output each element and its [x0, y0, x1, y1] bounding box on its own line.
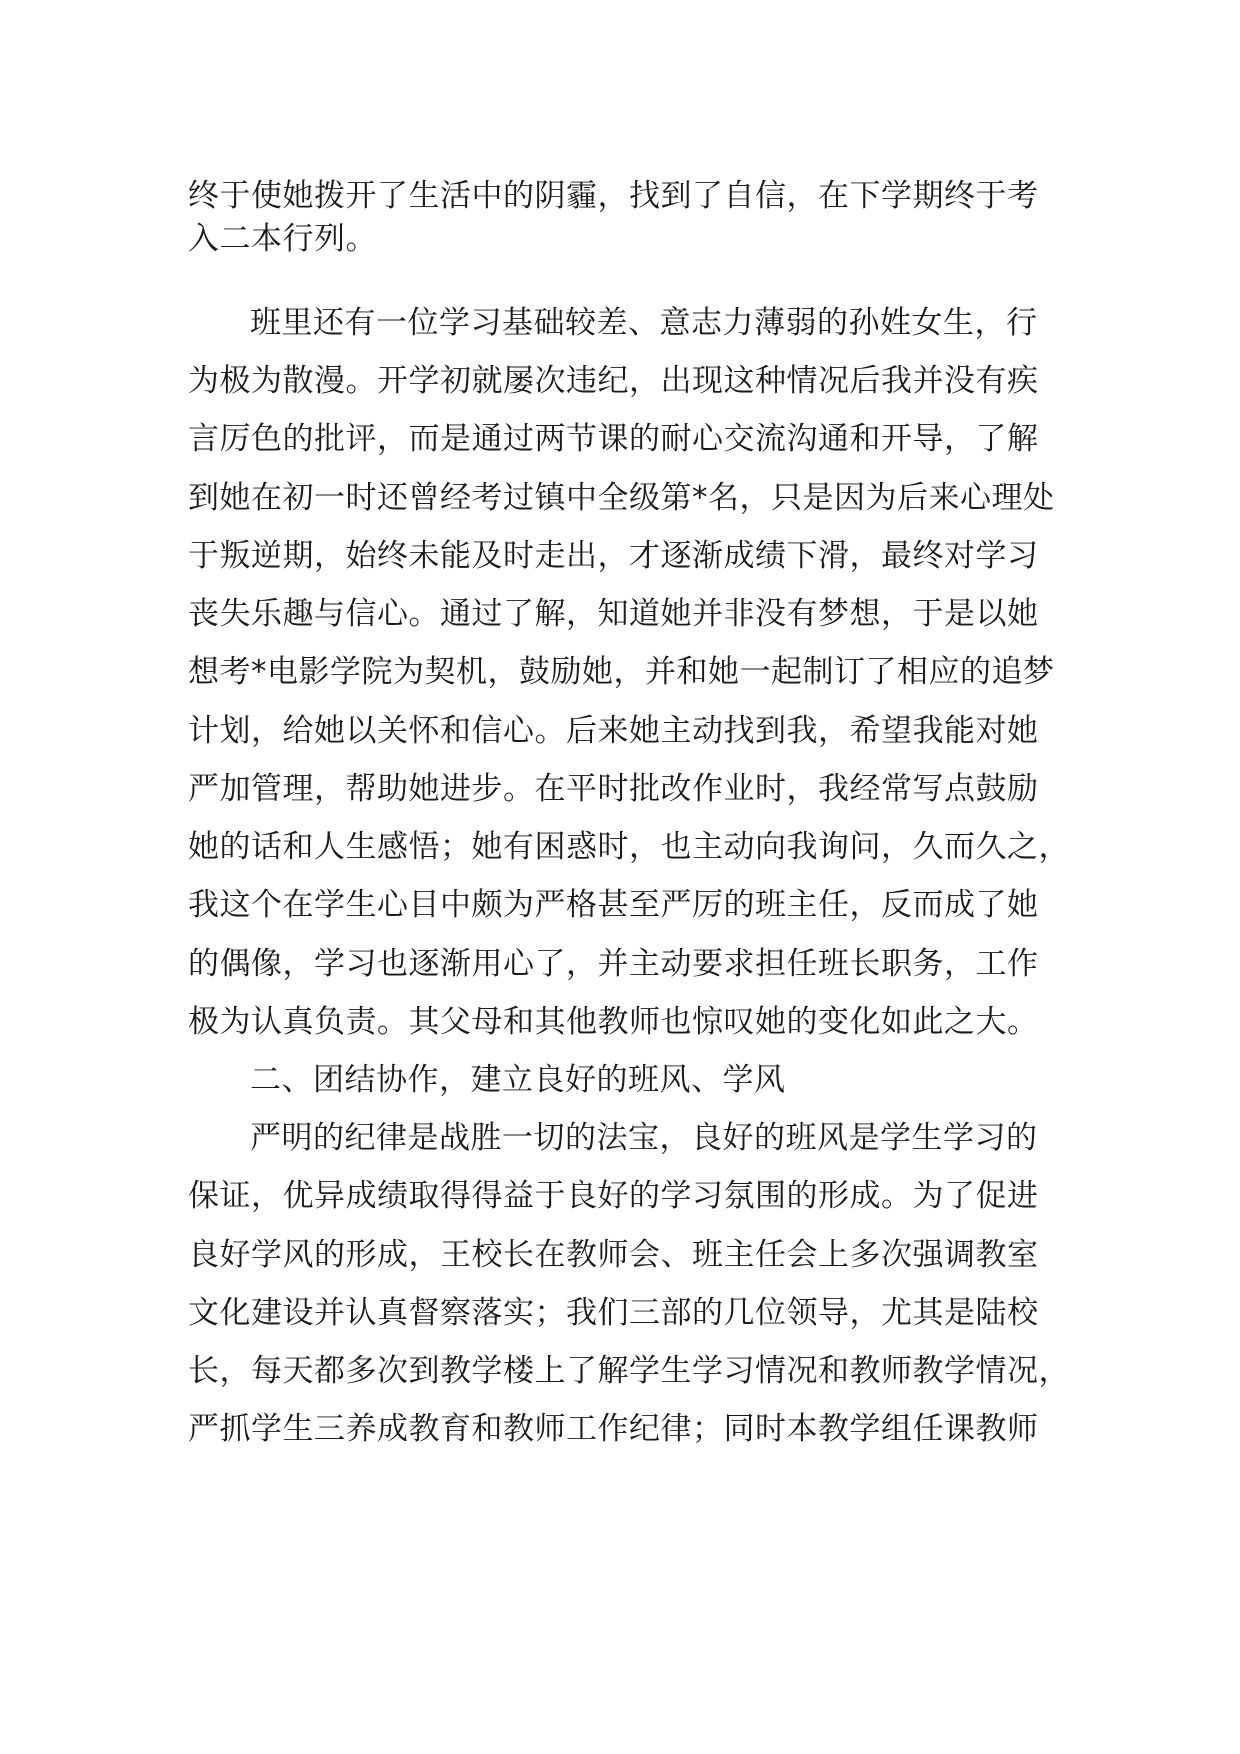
- paragraph-first-line: 班里还有一位学习基础较差、意志力薄弱的孙姓女生，行: [250, 305, 1038, 341]
- text-line: 我这个在学生心目中颇为严格甚至严厉的班主任，反而成了她: [188, 887, 1039, 923]
- text-line: 严抓学生三养成教育和教师工作纪律；同时本教学组任课教师: [188, 1411, 1039, 1447]
- text-line: 入二本行列。: [188, 221, 377, 257]
- text-line: 良好学风的形成，王校长在教师会、班主任会上多次强调教室: [188, 1237, 1039, 1273]
- text-line: 于叛逆期，始终未能及时走出，才逐渐成绩下滑，最终对学习: [188, 538, 1039, 574]
- text-line: 保证，优异成绩取得得益于良好的学习氛围的形成。为了促进: [188, 1178, 1039, 1214]
- text-line: 文化建设并认真督察落实；我们三部的几位领导，尤其是陆校: [188, 1295, 1039, 1331]
- text-line: 为极为散漫。开学初就屡次违纪，出现这种情况后我并没有疾: [188, 363, 1039, 399]
- text-line: 极为认真负责。其父母和其他教师也惊叹她的变化如此之大。: [188, 1004, 1039, 1040]
- paragraph-first-line: 严明的纪律是战胜一切的法宝，良好的班风是学生学习的: [250, 1120, 1038, 1156]
- text-line: 长，每天都多次到教学楼上了解学生学习情况和教师教学情况，: [188, 1353, 1070, 1389]
- text-line: 她的话和人生感悟；她有困惑时，也主动向我询问，久而久之，: [188, 829, 1070, 865]
- text-line: 终于使她拨开了生活中的阴霾，找到了自信，在下学期终于考: [188, 178, 1039, 214]
- text-line: 的偶像，学习也逐渐用心了，并主动要求担任班长职务，工作: [188, 946, 1039, 982]
- text-line: 丧失乐趣与信心。通过了解，知道她并非没有梦想，于是以她: [188, 596, 1039, 632]
- text-line: 到她在初一时还曾经考过镇中全级第*名，只是因为后来心理处: [188, 480, 1055, 516]
- text-line: 严加管理，帮助她进步。在平时批改作业时，我经常写点鼓励: [188, 771, 1039, 807]
- section-heading: 二、团结协作，建立良好的班风、学风: [250, 1062, 786, 1098]
- text-line: 言厉色的批评，而是通过两节课的耐心交流沟通和开导，了解: [188, 421, 1039, 457]
- text-line: 计划，给她以关怀和信心。后来她主动找到我，希望我能对她: [188, 713, 1039, 749]
- text-line: 想考*电影学院为契机，鼓励她，并和她一起制订了相应的追梦: [188, 654, 1055, 690]
